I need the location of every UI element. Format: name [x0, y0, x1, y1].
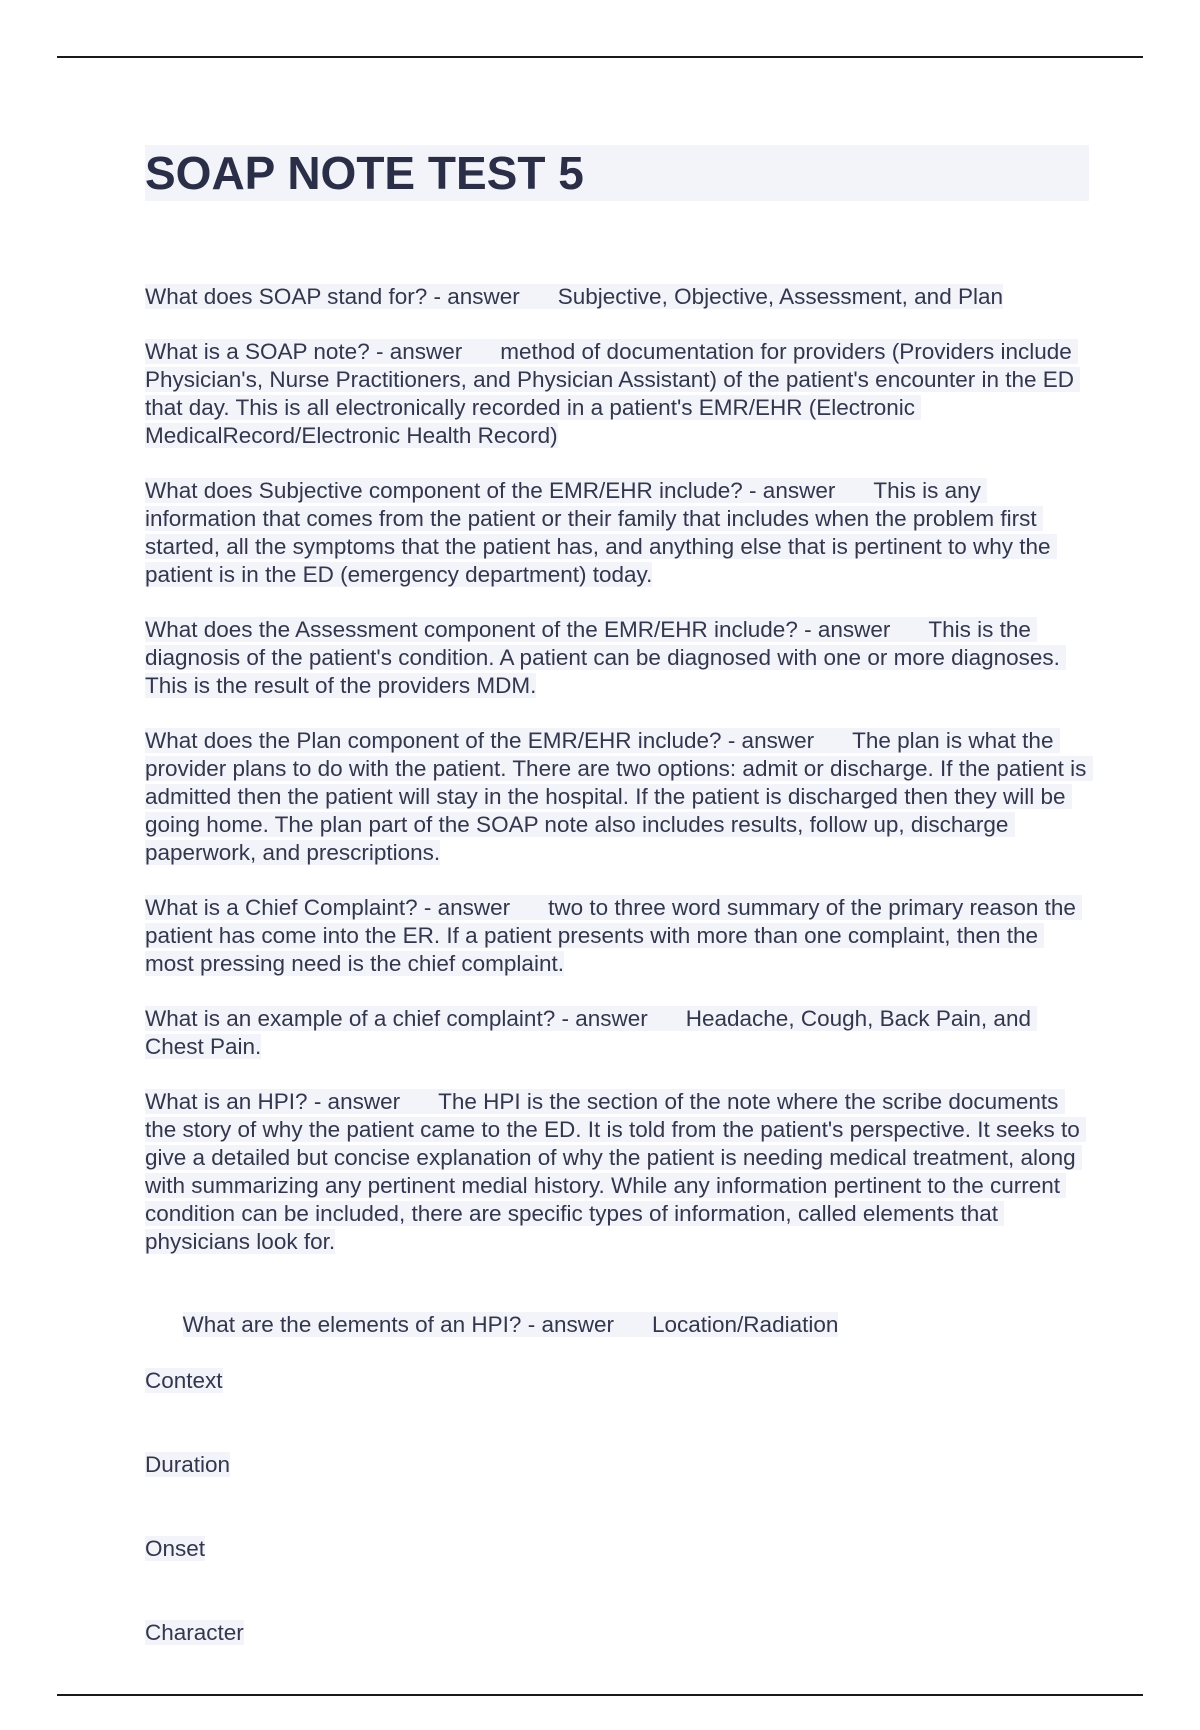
qa-list [145, 283, 1093, 1703]
title-band [145, 145, 1089, 201]
qa-answer: The plan is what the provider plans to do with the patient. There are two options: admit or discharge. If the patient is admitted then the patient will stay in the hospital. If the patient is discharged then they will be going home. The plan part of the SOAP note also includes results, follow up, discharge paperwork, and prescriptions. [145, 728, 1093, 865]
qa-question: What does the Assessment component of the EMR/EHR include? - answer [145, 617, 891, 642]
qa-item [145, 477, 1089, 589]
qa-item [145, 894, 1089, 978]
qa-question: What does Subjective component of the EMR/EHR include? - answer [145, 478, 836, 503]
document-body [145, 145, 1093, 1730]
qa-answer: The HPI is the section of the note where the scribe documents the story of why the patient came to the ED. It is told from the patient's perspective. It seeks to give a detailed but concise explanation of why the patient is needing medical treatment, along with summarizing any pertinent medial history. While any information pertinent to the current condition can be included, there are specific types of information, called elements that physicians look for. [145, 1089, 1087, 1254]
qa-item [145, 283, 1089, 311]
qa-question: What is a SOAP note? - answer [145, 339, 463, 364]
top-divider [57, 56, 1143, 58]
qa-answer: Location/Radiation [651, 1312, 839, 1337]
qa-answer: Headache, Cough, Back Pain, and Chest Pain. [145, 1006, 1038, 1059]
qa-answer: This is any information that comes from the patient or their family that includes when the problem first started, all the symptoms that the patient has, and anything else that is pertinent to why the patient is in the ED (emergency department) today. [145, 478, 1057, 587]
qa-question: What is a Chief Complaint? - answer [145, 895, 511, 920]
bottom-divider [57, 1694, 1143, 1696]
hpi-element: Character [145, 1620, 244, 1645]
qa-item [145, 1283, 1089, 1703]
qa-item [145, 1005, 1089, 1061]
page-title: SOAP NOTE TEST 5 [145, 147, 584, 199]
qa-question: What is an example of a chief complaint? - answer [145, 1006, 648, 1031]
hpi-element: Context [145, 1368, 223, 1393]
qa-question: What does SOAP stand for? - answer [145, 284, 520, 309]
hpi-element: Duration [145, 1452, 231, 1477]
hpi-element: Onset [145, 1536, 206, 1561]
qa-item [145, 1088, 1089, 1256]
qa-item [145, 338, 1089, 450]
qa-question: What does the Plan component of the EMR/EHR include? - answer [145, 728, 815, 753]
qa-item [145, 727, 1093, 867]
qa-question: What is an HPI? - answer [145, 1089, 401, 1114]
qa-item [145, 616, 1089, 700]
qa-answer: two to three word summary of the primary reason the patient has come into the ER. If a patient presents with more than one complaint, then the most pressing need is the chief complaint. [145, 895, 1083, 976]
qa-answer: method of documentation for providers (Providers include Physician's, Nurse Practitioners, and Physician Assistant) of the patient's encounter in the ED that day. This is all electronically recorded in a patient's EMR/EHR (Electronic MedicalRecord/Electronic Health Record) [145, 339, 1081, 448]
qa-question: What are the elements of an HPI? - answer [182, 1312, 614, 1337]
qa-answer: This is the diagnosis of the patient's condition. A patient can be diagnosed with one or more diagnoses. This is the result of the providers MDM. [145, 617, 1066, 698]
qa-answer: Subjective, Objective, Assessment, and Plan [557, 284, 1003, 309]
